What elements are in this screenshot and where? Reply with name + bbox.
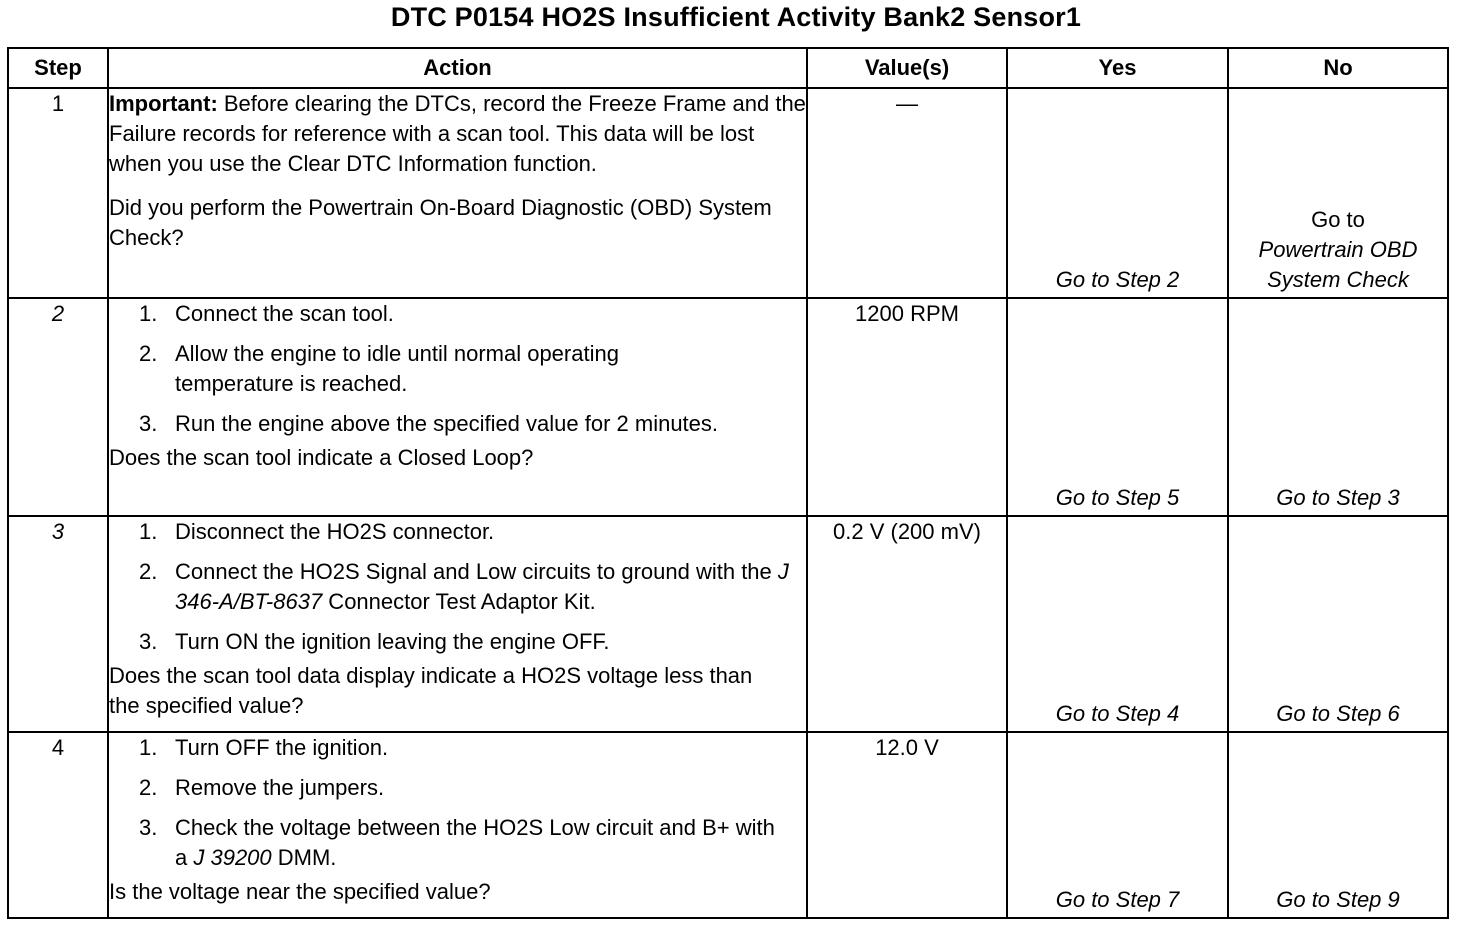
important-label: Important: (109, 91, 218, 116)
action-steps (109, 517, 806, 657)
question-text: Did you perform the Powertrain On-Board Diagnostic (OBD) System Check? (109, 195, 772, 250)
action-steps (109, 299, 806, 439)
action-steps (109, 733, 806, 873)
action-cell (108, 298, 807, 516)
header-yes: Yes (1007, 48, 1228, 88)
question-text: Is the voltage near the specified value? (109, 879, 491, 904)
header-step: Step (8, 48, 108, 88)
question-text: Does the scan tool indicate a Closed Loop? (109, 445, 534, 470)
step-item-number: 1. (139, 519, 158, 544)
no-goto-target: Powertrain OBD System Check (1258, 237, 1418, 292)
important-text: Before clearing the DTCs, record the Freeze Frame and the Failure records for reference with a scan tool. This data will be lost when you use the Clear DTC Information function. (109, 91, 806, 176)
table-row (8, 732, 1448, 918)
action-step-item (139, 517, 806, 547)
step-item-text: Disconnect the HO2S connector. (175, 519, 495, 544)
action-cell (108, 516, 807, 732)
yes-link[interactable]: Go to Step 5 (1055, 485, 1180, 510)
step-item-number: 2. (139, 775, 158, 800)
value-cell: 12.0 V (807, 732, 1007, 918)
table-header-row (8, 48, 1448, 88)
step-item-text: Run the engine above the specified value for 2 minutes. (175, 411, 719, 436)
step-number: 1 (8, 88, 108, 298)
value-cell: 0.2 V (200 mV) (807, 516, 1007, 732)
question-text: Does the scan tool data display indicate a HO2S voltage less than the specified value? (109, 663, 753, 718)
page-title: DTC P0154 HO2S Insufficient Activity Bank2 Sensor1 (390, 2, 1082, 32)
header-action: Action (108, 48, 807, 88)
step-number: 4 (8, 732, 108, 918)
no-link[interactable]: Go to Step 9 (1276, 887, 1400, 912)
no-goto-label: Go to (1311, 207, 1365, 232)
no-link[interactable]: Go to Step 3 (1276, 485, 1400, 510)
action-step-item (139, 733, 806, 763)
table-row (8, 88, 1448, 298)
table-row (8, 516, 1448, 732)
tool-reference: J 39200 (193, 845, 272, 870)
no-cell (1228, 516, 1448, 732)
step-item-text: DMM. (271, 845, 337, 870)
important-note (109, 89, 806, 179)
tool-reference: J 346-A/BT-8637 (175, 559, 789, 614)
step-item-text: Turn ON the ignition leaving the engine OFF. (175, 629, 610, 654)
header-no: No (1228, 48, 1448, 88)
step-item-number: 3. (139, 815, 158, 840)
no-cell (1228, 732, 1448, 918)
action-cell (108, 88, 807, 298)
step-item-text: Connect the scan tool. (175, 301, 394, 326)
step-item-number: 3. (139, 411, 158, 436)
no-cell (1228, 298, 1448, 516)
value-cell: 1200 RPM (807, 298, 1007, 516)
action-step-item (139, 299, 806, 329)
step-item-number: 1. (139, 301, 158, 326)
yes-link[interactable]: Go to Step 4 (1055, 701, 1180, 726)
action-cell (108, 732, 807, 918)
step-item-text: Allow the engine to idle until normal operating temperature is reached. (175, 341, 619, 396)
action-step-item (139, 339, 806, 399)
step-item-number: 2. (139, 559, 158, 584)
action-step-item (139, 773, 806, 803)
no-link[interactable]: Go to Step 6 (1276, 701, 1400, 726)
step-item-text: Turn OFF the ignition. (175, 735, 389, 760)
table-row (8, 298, 1448, 516)
header-values: Value(s) (807, 48, 1007, 88)
no-cell (1228, 88, 1448, 298)
yes-link[interactable]: Go to Step 2 (1055, 267, 1180, 292)
step-item-text: Connect the HO2S Signal and Low circuits to ground with the (175, 559, 778, 584)
action-step-item (139, 409, 806, 439)
step-item-text: Remove the jumpers. (175, 775, 385, 800)
yes-cell (1007, 88, 1228, 298)
step-number: 3 (8, 516, 108, 732)
step-number: 2 (8, 298, 108, 516)
step-item-text: Connector Test Adaptor Kit. (322, 589, 596, 614)
no-link[interactable] (1229, 205, 1447, 295)
action-step-item (139, 813, 806, 873)
step-item-number: 1. (139, 735, 158, 760)
step-item-number: 3. (139, 629, 158, 654)
yes-cell (1007, 516, 1228, 732)
yes-cell (1007, 298, 1228, 516)
step-item-text: Check the voltage between the HO2S Low circuit and B+ with a (175, 815, 775, 870)
action-step-item (139, 557, 806, 617)
yes-cell (1007, 732, 1228, 918)
value-cell: — (807, 88, 1007, 298)
action-step-item (139, 627, 806, 657)
step-item-number: 2. (139, 341, 158, 366)
yes-link[interactable]: Go to Step 7 (1055, 887, 1180, 912)
diagnostic-table (7, 47, 1449, 919)
